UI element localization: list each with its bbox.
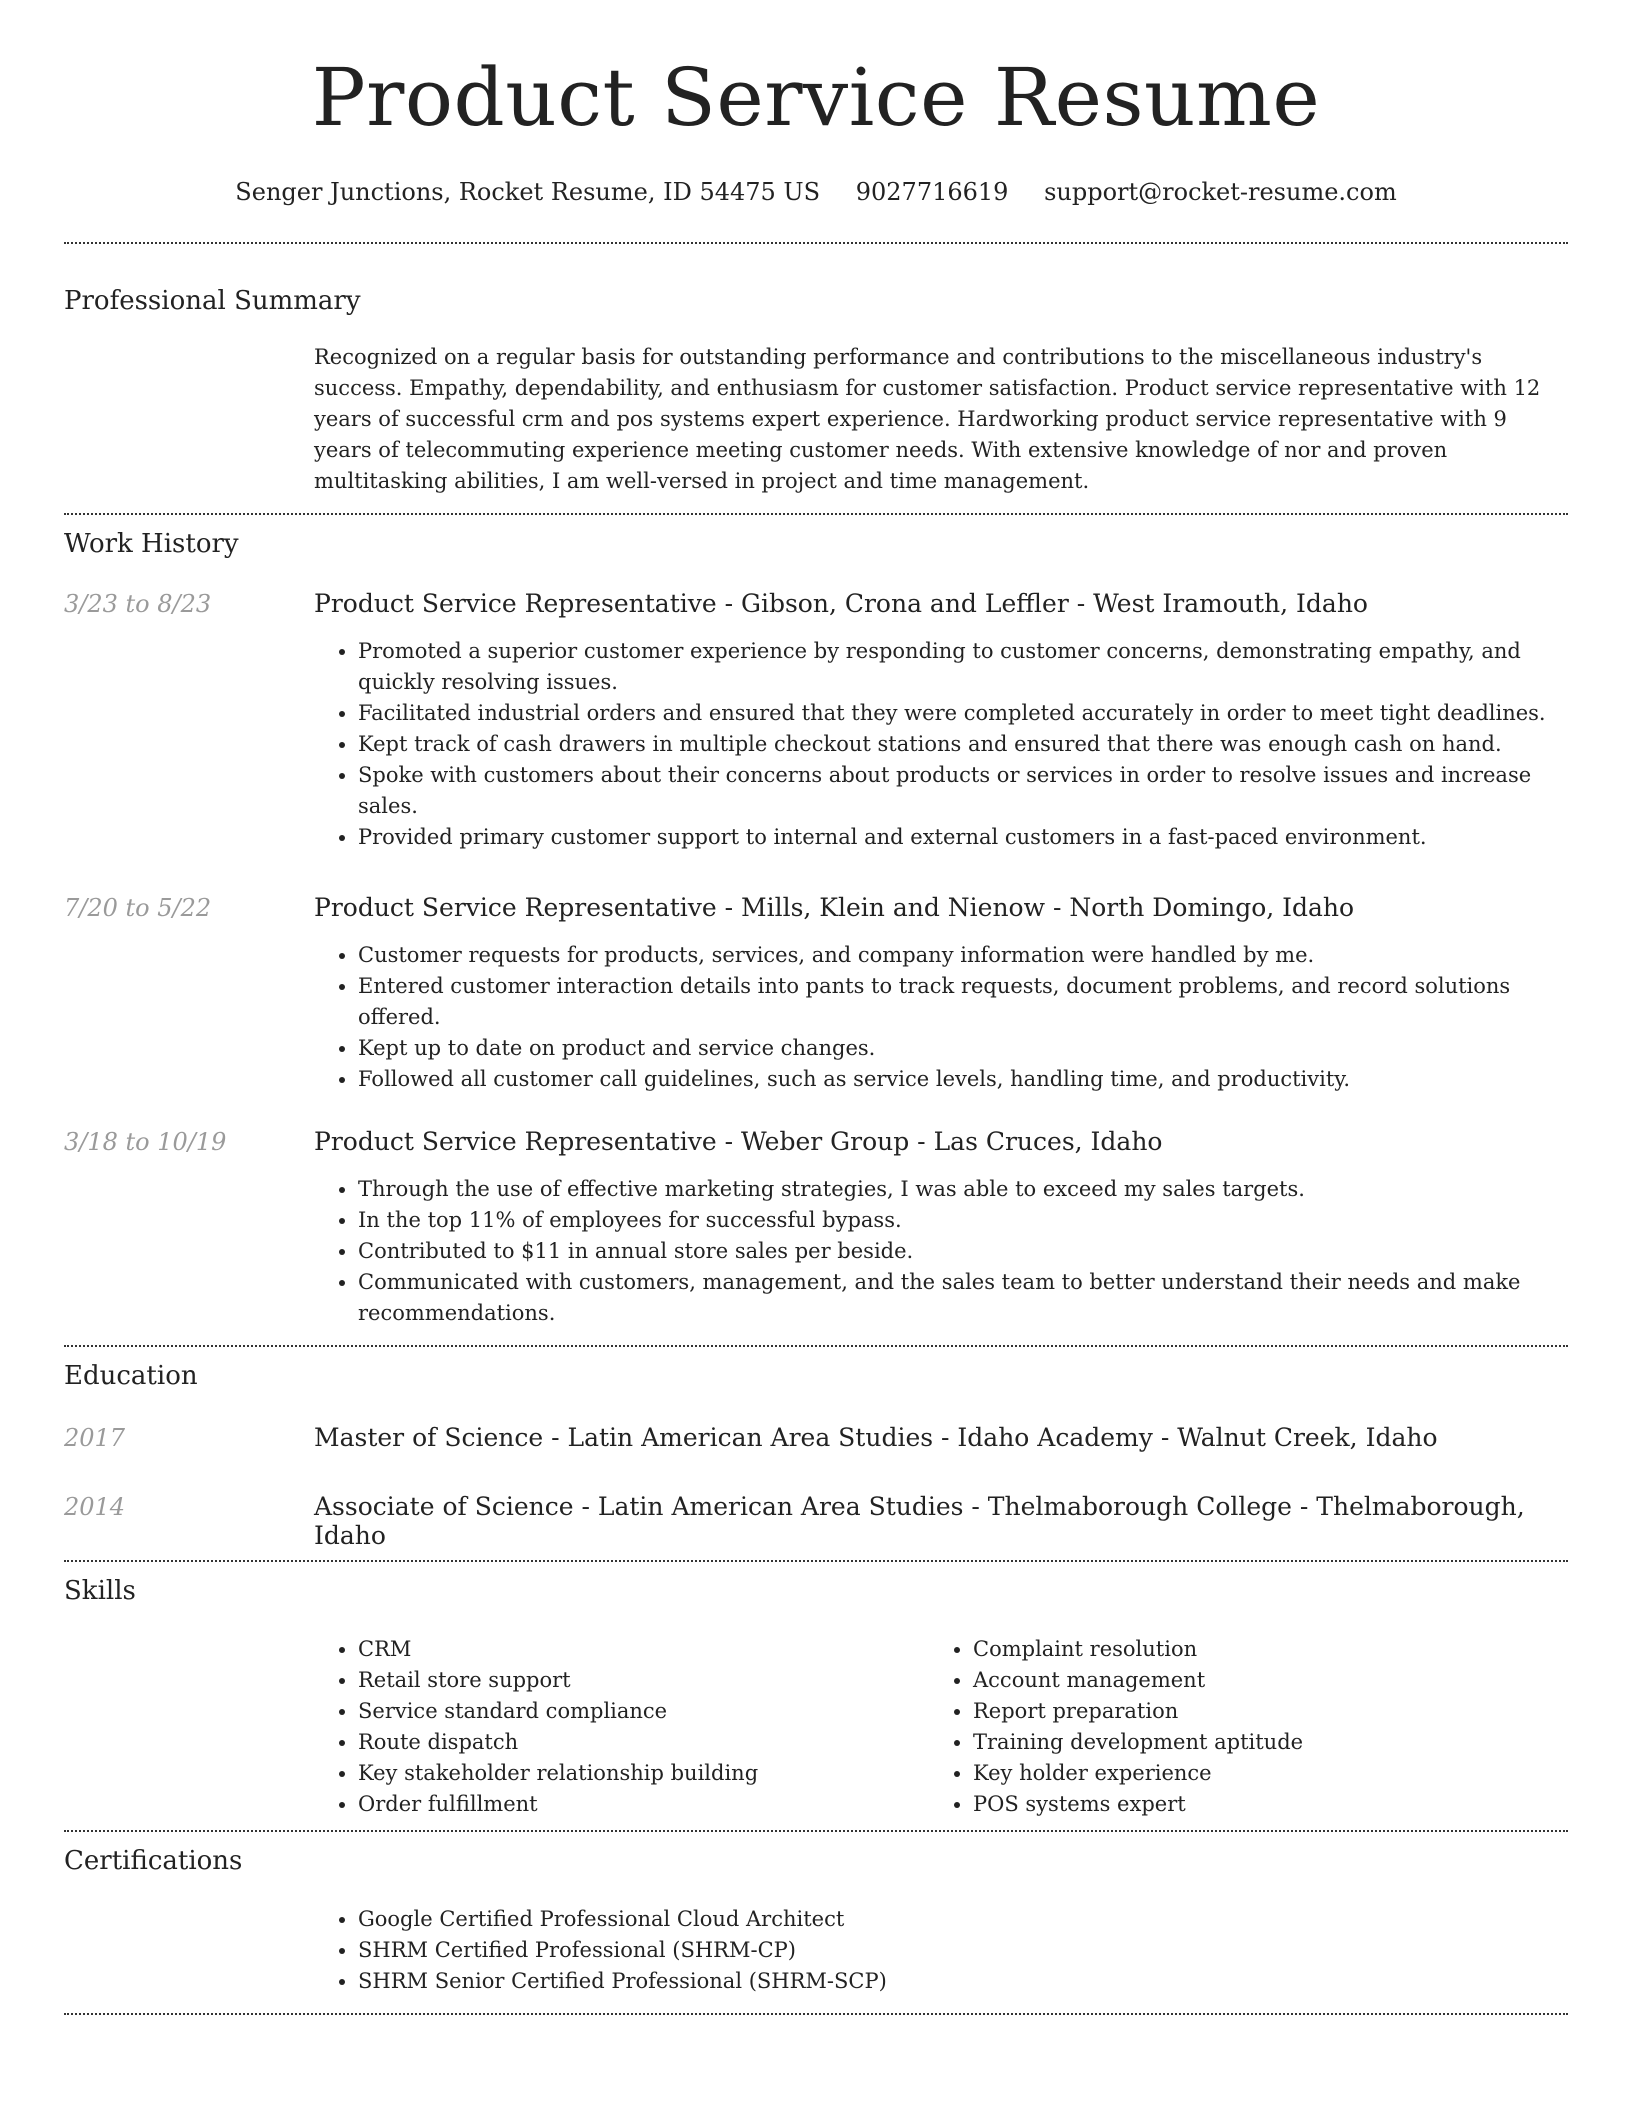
list-item: • Kept up to date on product and service changes. [358,1033,1568,1064]
job-entry [64,893,1568,1095]
list-item: • Training development aptitude [973,1727,1544,1758]
job-heading: Product Service Representative - Weber Group - Las Cruces, Idaho [314,1127,1163,1156]
job-dates: 3/23 to 8/23 [64,590,212,618]
list-item: • Key stakeholder relationship building [358,1758,929,1789]
job-bullets [314,1174,1568,1329]
job-bullets [314,940,1568,1095]
list-item: • Report preparation [973,1696,1544,1727]
resume-title: Product Service Resume [311,51,1321,144]
skills-list-left [314,1634,929,1820]
job-bullets [314,636,1568,853]
list-item: • Route dispatch [358,1727,929,1758]
education-year: 2017 [64,1424,126,1452]
list-item: • Complaint resolution [973,1634,1544,1665]
list-item: • Spoke with customers about their concerns about products or services in order to resolve issues and increase sales. [358,760,1568,822]
skills-heading: Skills [64,1576,136,1606]
certifications-heading: Certifications [64,1846,243,1876]
list-item: • In the top 11% of employees for successful bypass. [358,1205,1568,1236]
summary-section [64,244,1568,497]
list-item: • Through the use of effective marketing strategies, I was able to exceed my sales targets. [358,1174,1568,1205]
contact-email: support@rocket-resume.com [1044,178,1397,206]
contact-line [64,178,1568,206]
list-item: • CRM [358,1634,929,1665]
job-dates: 7/20 to 5/22 [64,894,212,922]
education-degree: Associate of Science - Latin American Area Studies - Thelmaborough College - Thelmaborough, Idaho [314,1492,1525,1550]
education-heading: Education [64,1361,198,1391]
list-item: • Customer requests for products, services, and company information were handled by me. [358,940,1568,971]
list-item: • Google Certified Professional Cloud Architect [358,1904,1568,1935]
list-item: • SHRM Senior Certified Professional (SHRM-SCP) [358,1966,1568,1997]
list-item: • Provided primary customer support to internal and external customers in a fast-paced environment. [358,822,1568,853]
work-history-heading: Work History [64,529,239,559]
job-entry [64,589,1568,853]
list-item: • Key holder experience [973,1758,1544,1789]
summary-heading: Professional Summary [64,286,361,316]
contact-address: Senger Junctions, Rocket Resume, ID 54475 US [235,178,821,206]
skills-list-right [929,1634,1544,1820]
list-item: • Followed all customer call guidelines, such as service levels, handling time, and productivity. [358,1064,1568,1095]
list-item: • Communicated with customers, management, and the sales team to better understand their needs and make recommendations. [358,1267,1568,1329]
education-section [64,1347,1568,1560]
education-entry [64,1492,1568,1550]
certifications-section [64,1832,1568,1997]
list-item: • Account management [973,1665,1544,1696]
list-item: • Order fulfillment [358,1789,929,1820]
resume-page [64,0,1568,2015]
skills-section [64,1562,1568,1820]
education-entry [64,1423,1568,1452]
certifications-list [314,1904,1568,1997]
job-entry [64,1127,1568,1329]
education-degree: Master of Science - Latin American Area Studies - Idaho Academy - Walnut Creek, Idaho [314,1423,1438,1452]
job-heading: Product Service Representative - Mills, Klein and Nienow - North Domingo, Idaho [314,893,1355,922]
contact-phone: 9027716619 [855,178,1009,206]
list-item: • Service standard compliance [358,1696,929,1727]
list-item: • Entered customer interaction details into pants to track requests, document problems, and record solutions offered. [358,971,1568,1033]
work-history-section [64,515,1568,1329]
skills-columns [314,1634,1568,1820]
list-item: • Facilitated industrial orders and ensured that they were completed accurately in order to meet tight deadlines. [358,698,1568,729]
list-item: • SHRM Certified Professional (SHRM-CP) [358,1935,1568,1966]
divider [64,2013,1568,2015]
list-item: • Retail store support [358,1665,929,1696]
list-item: • Kept track of cash drawers in multiple checkout stations and ensured that there was enough cash on hand. [358,729,1568,760]
list-item: • POS systems expert [973,1789,1544,1820]
summary-text: Recognized on a regular basis for outstanding performance and contributions to the miscellaneous industry's success. Empathy, dependability, and enthusiasm for customer satisfaction. Product service representative with 12 years of successful crm and pos systems expert experience. Hardworking product service representative with 9 years of telecommuting experience meeting customer needs. With extensive knowledge of nor and proven multitasking abilities, I am well-versed in project and time management. [314,345,1541,493]
job-heading: Product Service Representative - Gibson, Crona and Leffler - West Iramouth, Idaho [314,589,1368,618]
job-dates: 3/18 to 10/19 [64,1128,227,1156]
education-year: 2014 [64,1493,126,1521]
list-item: • Promoted a superior customer experience by responding to customer concerns, demonstrating empathy, and quickly resolving issues. [358,636,1568,698]
list-item: • Contributed to $11 in annual store sales per beside. [358,1236,1568,1267]
